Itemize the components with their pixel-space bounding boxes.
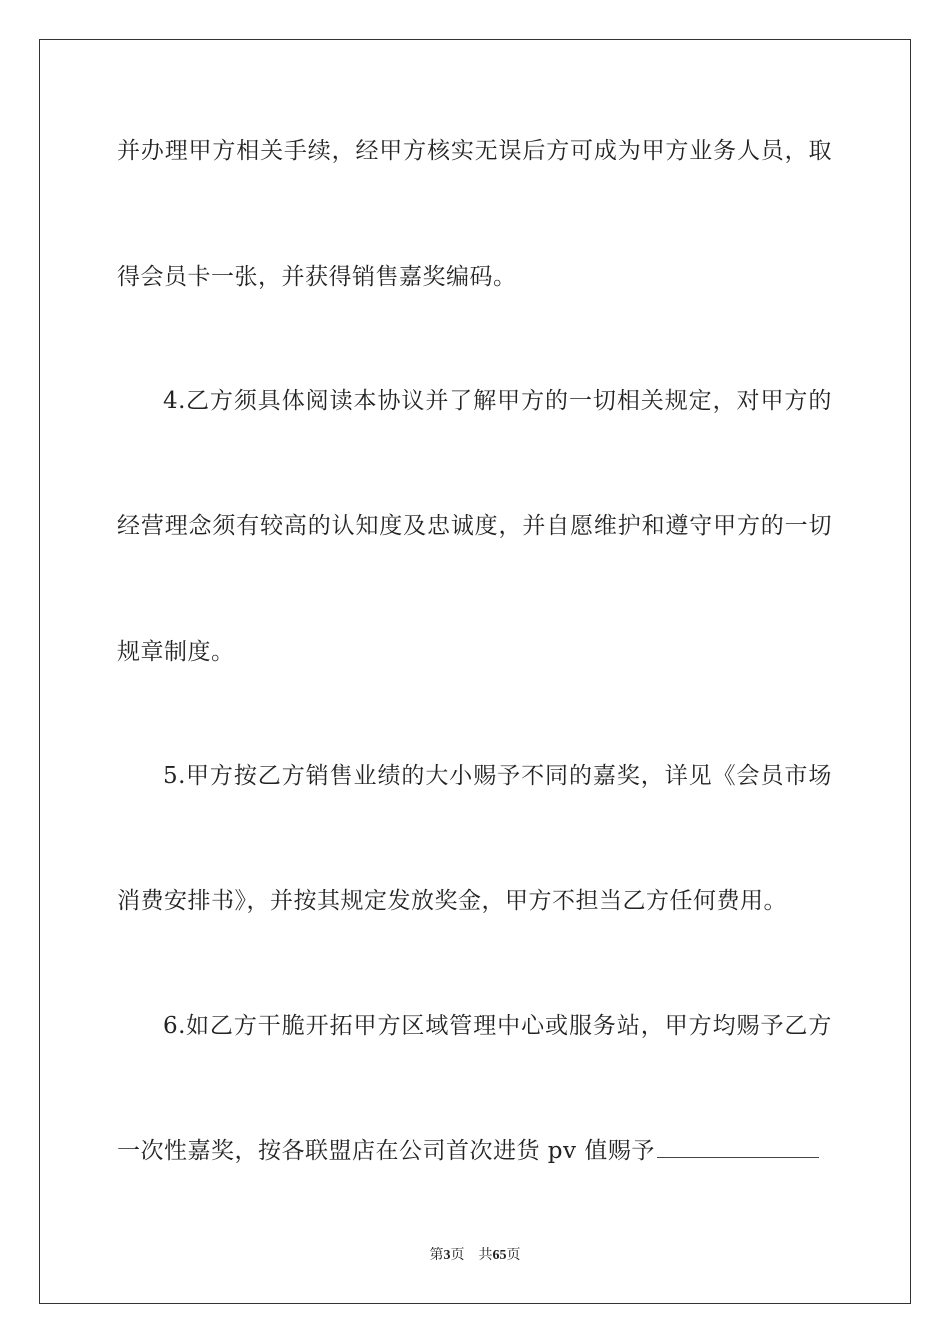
glyph: 甲: [760, 388, 784, 414]
glyph: 务: [713, 138, 737, 164]
glyph: 为: [617, 138, 642, 164]
glyph: 详: [664, 763, 689, 789]
glyph: 核: [426, 138, 451, 164]
glyph: 须: [212, 513, 236, 539]
glyph: ，: [784, 138, 809, 164]
footer-page-current: 3: [443, 1248, 451, 1263]
glyph: 关: [640, 388, 665, 414]
footer-page-prefix: 第: [429, 1248, 444, 1263]
glyph: 度: [379, 513, 403, 539]
glyph: 站: [616, 1013, 641, 1039]
glyph: 了: [449, 388, 473, 414]
glyph: 经: [355, 138, 379, 164]
glyph: 予: [497, 763, 521, 789]
paragraph-line-7: 消费安排书》，并按其规定发放奖金，甲方不担当乙方任何费用。: [117, 888, 787, 914]
glyph: 无: [474, 138, 499, 164]
glyph: 小: [449, 763, 473, 789]
glyph: 较: [260, 513, 284, 539]
glyph: 实: [450, 138, 475, 164]
paragraph-line-5: 规章制度。: [117, 639, 235, 665]
glyph: 同: [545, 763, 569, 789]
paragraph-line-6: [163, 761, 832, 791]
paragraph-line-2: 得会员卡一张，并获得销售嘉奖编码。: [117, 264, 517, 290]
glyph: 市: [784, 763, 808, 789]
glyph: 的: [568, 763, 593, 789]
glyph: 甲: [664, 1013, 689, 1039]
glyph: 切: [808, 513, 832, 539]
glyph: 并: [522, 513, 546, 539]
glyph: 方: [209, 388, 234, 414]
glyph: 员: [760, 138, 785, 164]
footer-total-prefix: 共: [478, 1248, 493, 1263]
glyph: 取: [808, 138, 832, 164]
glyph: 方: [665, 138, 689, 164]
glyph: 规: [664, 388, 689, 414]
glyph: 知: [355, 513, 379, 539]
glyph: 误: [498, 138, 522, 164]
glyph: 方: [233, 1013, 258, 1039]
glyph: 中: [497, 1013, 521, 1039]
glyph: 阅: [305, 388, 330, 414]
glyph: 体: [281, 388, 306, 414]
glyph: 护: [617, 513, 642, 539]
glyph: 甲: [379, 138, 403, 164]
glyph: 甲: [497, 388, 521, 414]
glyph: 愿: [570, 513, 594, 539]
glyph: 均: [712, 1013, 737, 1039]
glyph: 或: [545, 1013, 569, 1039]
glyph: 干: [257, 1013, 282, 1039]
glyph: 可: [570, 138, 594, 164]
glyph: 本: [353, 388, 378, 414]
glyph: 方: [784, 388, 808, 414]
glyph: ，: [498, 513, 522, 539]
glyph: 乙: [209, 1013, 234, 1039]
glyph: 念: [188, 513, 213, 539]
glyph: 管: [449, 1013, 473, 1039]
glyph: 乙: [257, 763, 282, 789]
glyph: 方: [521, 388, 545, 414]
glyph: 相: [236, 138, 260, 164]
glyph: 并: [117, 138, 141, 164]
glyph: 遵: [665, 513, 689, 539]
glyph: 方: [281, 763, 306, 789]
glyph: 营: [140, 513, 165, 539]
glyph: ，: [712, 388, 737, 414]
glyph: 甲: [188, 138, 213, 164]
glyph: 相: [616, 388, 641, 414]
glyph: 对: [736, 388, 761, 414]
glyph: 后: [522, 138, 546, 164]
glyph: 定: [688, 388, 713, 414]
glyph: 赐: [473, 763, 497, 789]
glyph: 方: [688, 1013, 713, 1039]
glyph: 维: [593, 513, 618, 539]
glyph: 服: [568, 1013, 593, 1039]
glyph: 销: [305, 763, 330, 789]
glyph: 并: [425, 388, 449, 414]
glyph: 诚: [450, 513, 475, 539]
glyph: 《: [712, 763, 737, 789]
glyph: 见: [688, 763, 713, 789]
glyph: 理: [473, 1013, 497, 1039]
glyph: 一: [784, 513, 809, 539]
glyph: ，: [331, 138, 356, 164]
glyph: 读: [329, 388, 354, 414]
page-border: [39, 39, 911, 1304]
glyph: 高: [283, 513, 308, 539]
glyph: 成: [593, 138, 618, 164]
glyph: 有: [236, 513, 260, 539]
glyph: 务: [592, 1013, 617, 1039]
paragraph-line-9: [117, 1136, 832, 1166]
glyph: 业: [353, 763, 378, 789]
glyph: 的: [808, 388, 832, 414]
glyph: 绩: [377, 763, 401, 789]
glyph: 售: [329, 763, 354, 789]
glyph: 方: [377, 1013, 401, 1039]
glyph: 经: [117, 513, 141, 539]
glyph: 方: [209, 763, 234, 789]
glyph: 守: [689, 513, 713, 539]
paragraph-line-3: [163, 386, 832, 416]
glyph: 的: [545, 388, 569, 414]
paragraph-line-4: [117, 511, 832, 541]
glyph: 6.如: [163, 1013, 210, 1039]
glyph: 大: [425, 763, 449, 789]
paragraph-line-8: [163, 1011, 832, 1041]
glyph: ，: [640, 763, 665, 789]
glyph: 关: [260, 138, 284, 164]
glyph: 方: [546, 138, 570, 164]
glyph: 及: [403, 513, 427, 539]
page-footer: [0, 1246, 950, 1266]
glyph: 一: [568, 388, 593, 414]
glyph: 心: [521, 1013, 545, 1039]
glyph: 拓: [329, 1013, 354, 1039]
footer-total-suffix: 页: [506, 1248, 521, 1263]
glyph: 场: [808, 763, 832, 789]
glyph: 5.甲: [163, 763, 210, 789]
glyph: 须: [233, 388, 258, 414]
glyph: 不: [521, 763, 545, 789]
glyph: 解: [473, 388, 497, 414]
glyph: 赐: [736, 1013, 761, 1039]
glyph: 和: [641, 513, 666, 539]
glyph: 4.乙: [163, 388, 210, 414]
footer-page-suffix: 页: [450, 1248, 465, 1263]
glyph: 方: [808, 1013, 832, 1039]
glyph: 区: [401, 1013, 425, 1039]
glyph: 脆: [281, 1013, 306, 1039]
glyph: 方: [212, 138, 236, 164]
glyph: 议: [401, 388, 425, 414]
glyph: 奖: [616, 763, 641, 789]
glyph: 续: [307, 138, 332, 164]
glyph: 度: [474, 513, 499, 539]
glyph: 员: [760, 763, 784, 789]
glyph: 甲: [353, 1013, 378, 1039]
glyph: 协: [377, 388, 401, 414]
paragraph-line-9-text: 一次性嘉奖，按各联盟店在公司首次进货 pv 值赐予: [117, 1138, 655, 1164]
glyph: 甲: [641, 138, 666, 164]
paragraph-line-1: [117, 136, 832, 166]
glyph: 甲: [713, 513, 737, 539]
glyph: 理: [164, 513, 189, 539]
glyph: 人: [736, 138, 761, 164]
footer-page-total: 65: [492, 1248, 507, 1263]
glyph: ，: [640, 1013, 665, 1039]
glyph: 手: [283, 138, 308, 164]
glyph: 乙: [784, 1013, 808, 1039]
fill-in-blank: [657, 1137, 819, 1158]
glyph: 切: [592, 388, 617, 414]
glyph: 认: [331, 513, 356, 539]
glyph: 域: [425, 1013, 449, 1039]
glyph: 予: [760, 1013, 784, 1039]
glyph: 忠: [426, 513, 451, 539]
glyph: 业: [689, 138, 713, 164]
glyph: 开: [305, 1013, 330, 1039]
glyph: 方: [403, 138, 427, 164]
glyph: 方: [736, 513, 761, 539]
glyph: 办: [140, 138, 165, 164]
glyph: 的: [401, 763, 425, 789]
glyph: 自: [546, 513, 570, 539]
glyph: 会: [736, 763, 761, 789]
glyph: 具: [257, 388, 282, 414]
glyph: 理: [164, 138, 189, 164]
glyph: 嘉: [592, 763, 617, 789]
glyph: 的: [760, 513, 785, 539]
glyph: 按: [233, 763, 258, 789]
glyph: 的: [307, 513, 332, 539]
